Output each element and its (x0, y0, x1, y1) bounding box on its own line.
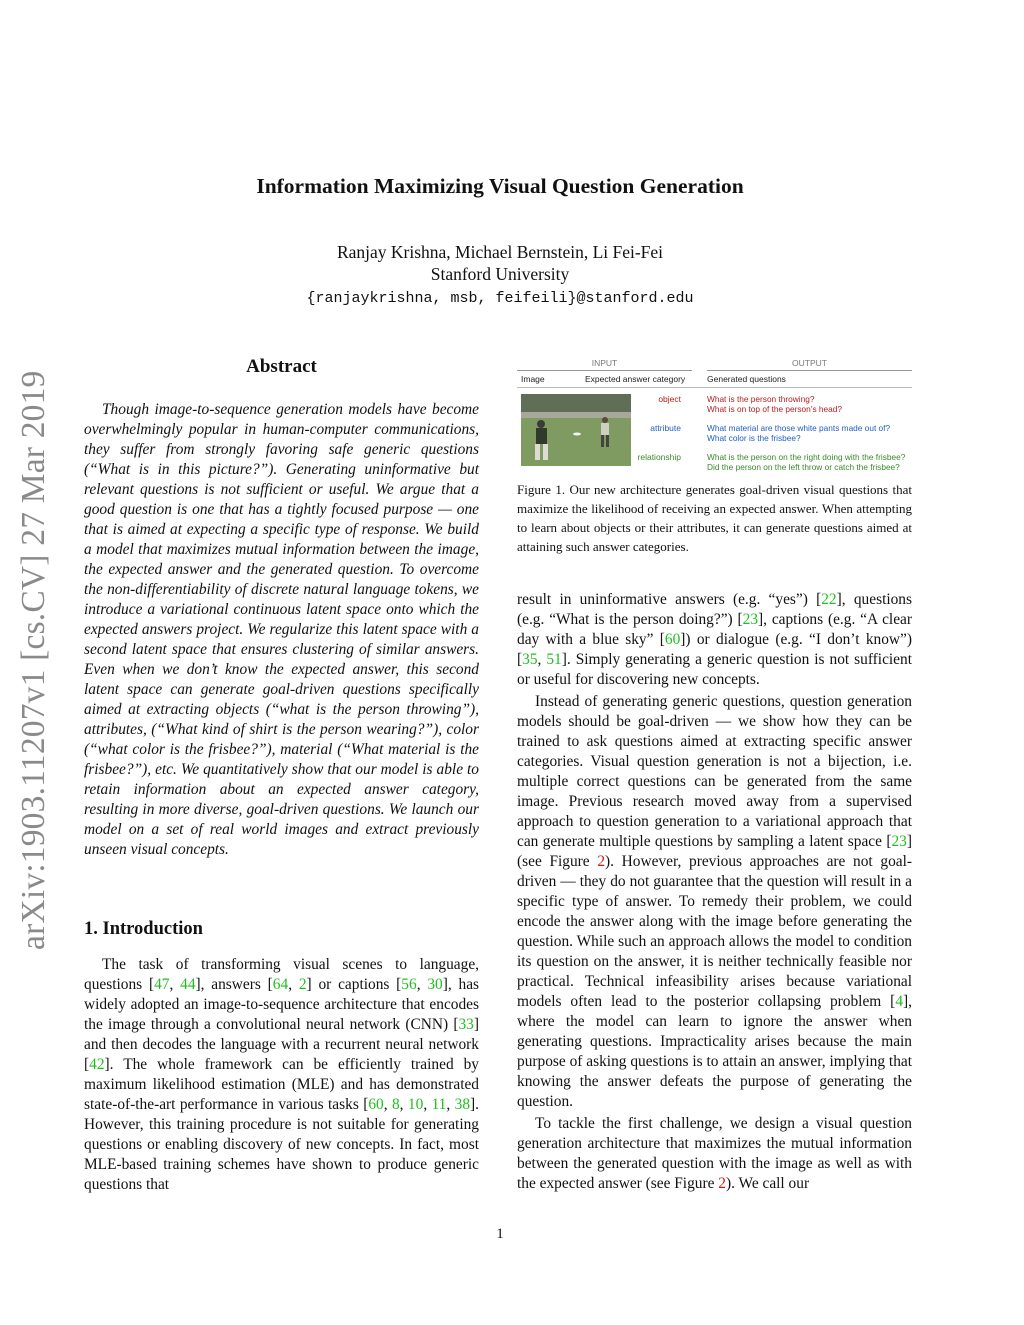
figure-output-label: OUTPUT (792, 358, 827, 368)
page-number: 1 (496, 1226, 504, 1242)
citation-link[interactable]: 23 (742, 611, 759, 628)
section-heading-introduction: 1. Introduction (84, 919, 203, 939)
figure-question: What is the person on the right doing with the frisbee? (707, 452, 906, 462)
figure-col-image: Image (521, 374, 545, 384)
abstract-body (84, 400, 479, 860)
affiliation: Stanford University (430, 264, 570, 284)
citation-link[interactable]: 44 (180, 976, 196, 993)
figure-col-questions: Generated questions (707, 374, 786, 384)
citation-link[interactable]: 10 (407, 1096, 424, 1113)
figure-ref-link[interactable]: 2 (718, 1175, 726, 1192)
citation-link[interactable]: 47 (154, 976, 170, 993)
citation-link[interactable]: 11 (431, 1096, 447, 1113)
author-block (0, 241, 1000, 285)
citation-link[interactable]: 56 (401, 976, 417, 993)
figure-col-category: Expected answer category (585, 374, 686, 384)
paper-title: Information Maximizing Visual Question Generation (256, 174, 744, 198)
figure-question: What color is the frisbee? (707, 433, 801, 443)
citation-link[interactable]: 35 (522, 651, 538, 668)
figure-1-caption: Figure 1. Our new architecture generates goal-driven visual questions that maximize the likelihood of receiving an expected answer. When attempting to learn about objects or their attributes, it can generate questions aimed at attaining such answer categories. (517, 482, 912, 554)
abstract-text: Though image-to-sequence generation models have become overwhelmingly popular in human-computer communications, they suffer from strongly favoring safe generic questions (“What is in this picture?”). Generating uninformative but relevant questions is not sufficient or useful. We argue that a good question is one that has a tightly focused purpose — one that is aimed at expecting a specific type of response. We build a model that maximizes mutual information between the image, the expected answer and the generated question. To overcome the non-differentiability of discrete natural language tokens, we introduce a variational continuous latent space onto which the expected answers project. We regularize this latent space with a second latent space that ensures clustering of similar answers. Even when we don’t know the expected answer, this second latent space can generate goal-driven questions specifically aimed at extracting objects (“what is the person throwing”), attributes, (“What kind of shirt is the person wearing?”), color (“what color is the frisbee?”), material (“What material is the frisbee?”), etc. We quantitatively show that our model is able to retain information about an expected answer category, resulting in more diverse, goal-driven questions. We launch our model on a set of real world images and extract previously unseen visual concepts. (84, 401, 479, 858)
figure-rule-input (517, 370, 692, 371)
citation-link[interactable]: 60 (664, 631, 681, 648)
arxiv-watermark: arXiv:1903.11207v1 [cs.CV] 27 Mar 2019 (15, 370, 52, 950)
citation-link[interactable]: 2 (298, 976, 307, 993)
intro-paragraph-1: The task of transforming visual scenes to language, questions [47, 44], answers [64, 2] or captions [56, 30], has widely adopted an image-to-sequence architecture that encodes the image through a convolutional neural network (CNN) [33] and then decodes the language with a recurrent neural network [42]. The whole framework can be efficiently trained by maximum likelihood estimation (MLE) and has demonstrated state-of-the-art performance in various tasks [60, 8, 10, 11, 38]. However, this training procedure is not suitable for generating questions or enabling discovery of new concepts. In fact, most MLE-based training schemes have shown to produce generic questions that (84, 956, 480, 1193)
right-paragraph-2: Instead of generating generic questions, question generation models should be goal-driven — we show how they can be trained to ask questions aimed at extracting specific answer categories. Visual question generation is not a bijection, i.e. multiple correct questions can be generated from the same image. Previous research moved away from a supervised approach to question generation to a variational approach that can generate multiple questions by sampling a latent space [23] (see Figure 2). However, previous approaches are not goal-driven — they do not guarantee that the question will result in a specific type of answer. To remedy their problem, we could encode the answer along with the image before generating the question. While such an approach allows the model to condition its question on the answer, it is neither technically feasible nor practical. Technical infeasibility arises because variational models often lead to the posterior collapsing problem [4], where the model can learn to ignore the answer when generating questions. Impracticality arises because the main purpose of asking questions is to attain an answer, implying that knowing the answer defeats the purpose of generating the question. (517, 693, 913, 1110)
right-paragraph-1: result in uninformative answers (e.g. “yes”) [22], questions (e.g. “What is the person doing?”) [23], captions (e.g. “A clear day with a blue sky” [60]) or dialogue (e.g. “I don’t know”) [35, 51]. Simply generating a generic question is not sufficient or useful for discovering new concepts. (517, 591, 912, 688)
right-column (517, 590, 912, 1194)
citation-link[interactable]: 51 (546, 651, 562, 668)
citation-link[interactable]: 42 (89, 1056, 105, 1073)
citation-link[interactable]: 23 (891, 833, 907, 850)
citation-link[interactable]: 22 (821, 591, 837, 608)
citation-link[interactable]: 8 (391, 1096, 400, 1113)
citation-link[interactable]: 60 (368, 1096, 384, 1113)
citation-link[interactable]: 38 (454, 1096, 471, 1113)
figure-question: What is the person throwing? (707, 394, 815, 404)
figure-1 (517, 358, 912, 478)
figure-category-attribute: attribute (650, 423, 681, 433)
intro-column (84, 955, 479, 1195)
figure-category-relationship: relationship (637, 452, 681, 462)
figure-category-object: object (658, 394, 681, 404)
citation-link[interactable]: 4 (895, 993, 904, 1010)
citation-link[interactable]: 33 (458, 1016, 474, 1033)
abstract-heading: Abstract (246, 356, 317, 377)
email: {ranjaykrishna, msb, feifeili}@stanford.edu (306, 290, 694, 307)
figure-ref-link[interactable]: 2 (597, 853, 606, 870)
figure-question: What material are those white pants made out of? (707, 423, 891, 433)
figure-question: What is on top of the person’s head? (707, 404, 842, 414)
figure-rule-output (707, 370, 912, 371)
figure-input-label: INPUT (591, 358, 618, 368)
right-paragraph-3: To tackle the first challenge, we design a visual question generation architecture that maximizes the mutual information between the generated question with the image as well as with the expected answer (see Figure 2). We call our (517, 1115, 912, 1192)
figure-question: Did the person on the left throw or catch the frisbee? (707, 462, 900, 472)
authors: Ranjay Krishna, Michael Bernstein, Li Fei-Fei (336, 242, 664, 262)
citation-link[interactable]: 30 (427, 976, 443, 993)
citation-link[interactable]: 64 (272, 976, 289, 993)
figure-rule-header (517, 387, 912, 388)
